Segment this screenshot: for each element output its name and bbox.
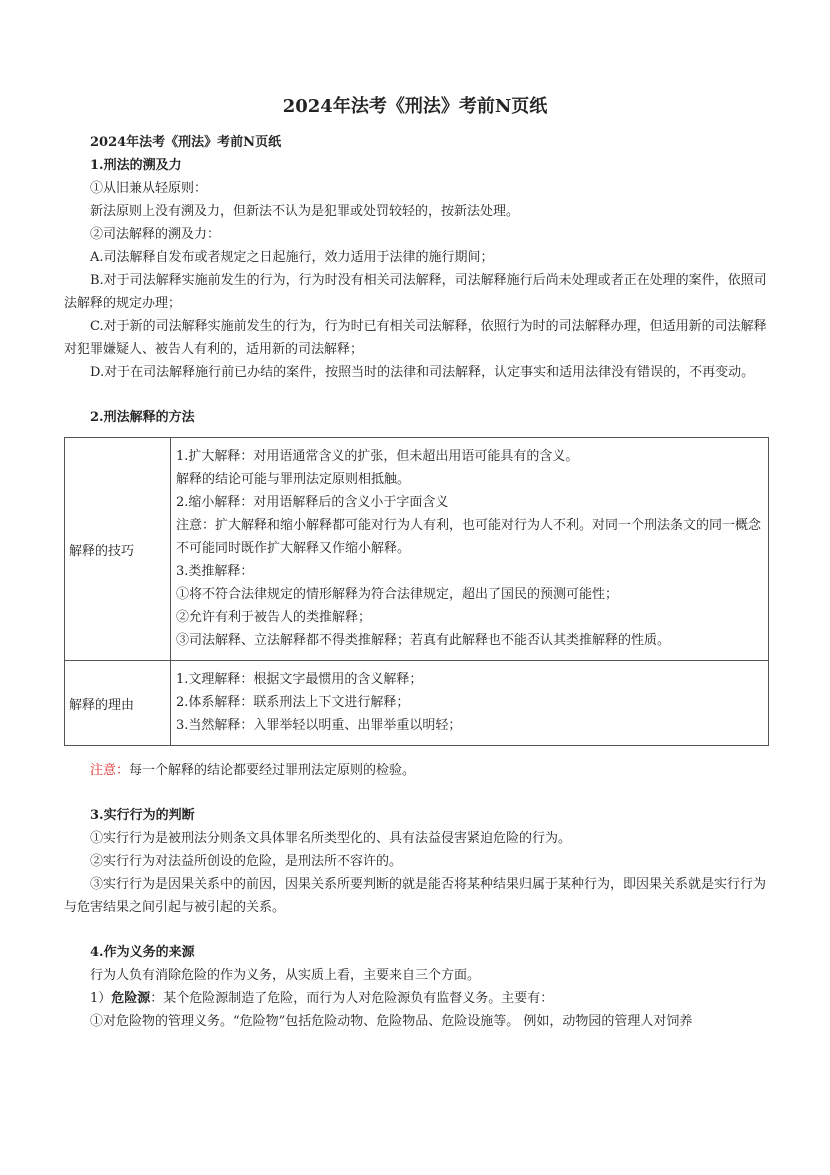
row-content-reasons [171,661,769,746]
section-4-p1: 行为人负有消除危险的作为义务，从实质上看，主要来自三个方面。 [90,968,481,983]
section-1-p1: ①从旧兼从轻原则： [90,181,208,196]
table-line: 注意：扩大解释和缩小解释都可能对行为人有利，也可能对行为人不利。对同一个刑法条文的同一概念不可能同时既作扩大解释又作缩小解释。 [176,518,762,556]
note-label: 注意： [90,763,130,778]
note-text: 每一个解释的结论都要经过罪刑法定原则的检验。 [129,763,416,778]
section-1-p3: ②司法解释的溯及力： [90,227,221,242]
section-1-item-c: C.对于新的司法解释实施前发生的行为，行为时已有相关司法解释，依照行为时的司法解释办理，但适用新的司法解释对犯罪嫌疑人、被告人有利的，适用新的司法解释； [64,319,767,357]
section-3-p3: ③实行行为是因果关系中的前因，因果关系所要判断的就是能否将某种结果归属于某种行为，即因果关系就是实行行为与危害结果之间引起与被引起的关系。 [64,877,767,915]
table-line: 3.当然解释：入罪举轻以明重、出罪举重以明轻； [176,718,462,733]
section-4-p3: ①对危险物的管理义务。“危险物”包括危险动物、危险物品、危险设施等。 例如，动物园的管理人对饲养 [90,1014,693,1029]
interpretation-table [64,437,769,746]
row-label-techniques: 解释的技巧 [65,438,171,661]
section-1-item-d: D.对于在司法解释施行前已办结的案件，按照当时的法律和司法解释，认定事实和适用法律没有错误的，不再变动。 [90,365,755,380]
table-line: 2.缩小解释：对用语解释后的含义小于字面含义 [176,495,449,510]
document-body [64,131,769,1033]
table-row [65,661,769,746]
row-label-reasons: 解释的理由 [65,661,171,746]
section-2-heading: 2.刑法解释的方法 [90,410,195,425]
section-4-p2-bold: 危险源 [111,991,151,1006]
section-4-p2 [64,987,769,1010]
table-line: 1.文理解释：根据文字最惯用的含义解释； [176,672,423,687]
section-3-p2: ②实行行为对法益所创设的危险，是刑法所不容许的。 [90,854,403,869]
section-1-p2: 新法原则上没有溯及力，但新法不认为是犯罪或处罚较轻的，按新法处理。 [90,204,520,219]
section-3-heading: 3.实行行为的判断 [90,808,195,823]
table-line: ②允许有利于被告人的类推解释； [176,610,372,625]
section-4-p2-rest: ：某个危险源制造了危险，而行为人对危险源负有监督义务。主要有： [150,991,554,1006]
section-3-p1: ①实行行为是被刑法分则条文具体罪名所类型化的、具有法益侵害紧迫危险的行为。 [90,831,572,846]
row-content-techniques [171,438,769,661]
subtitle: 2024年法考《刑法》考前N页纸 [90,135,282,150]
table-line: ①将不符合法律规定的情形解释为符合法律规定，超出了国民的预测可能性； [176,587,619,602]
page-title: 2024年法考《刑法》考前N页纸 [282,96,548,117]
table-line: 1.扩大解释：对用语通常含义的扩张，但未超出用语可能具有的含义。 [176,449,579,464]
section-1-item-b: B.对于司法解释实施前发生的行为，行为时没有相关司法解释，司法解释施行后尚未处理或者正在处理的案件，依照司法解释的规定办理； [64,273,767,311]
section-4-heading: 4.作为义务的来源 [90,945,195,960]
section-1-heading: 1.刑法的溯及力 [90,158,182,173]
table-line: 2.体系解释：联系刑法上下文进行解释； [176,695,410,710]
table-line: 3.类推解释： [176,564,254,579]
note-line [64,759,769,782]
table-line: ③司法解释、立法解释都不得类推解释；若真有此解释也不能否认其类推解释的性质。 [176,633,671,648]
section-4-p2-prefix: 1） [90,991,112,1006]
table-row [65,438,769,661]
table-line: 解释的结论可能与罪刑法定原则相抵触。 [176,472,411,487]
section-1-item-a: A.司法解释自发布或者规定之日起施行，效力适用于法律的施行期间； [90,250,494,265]
